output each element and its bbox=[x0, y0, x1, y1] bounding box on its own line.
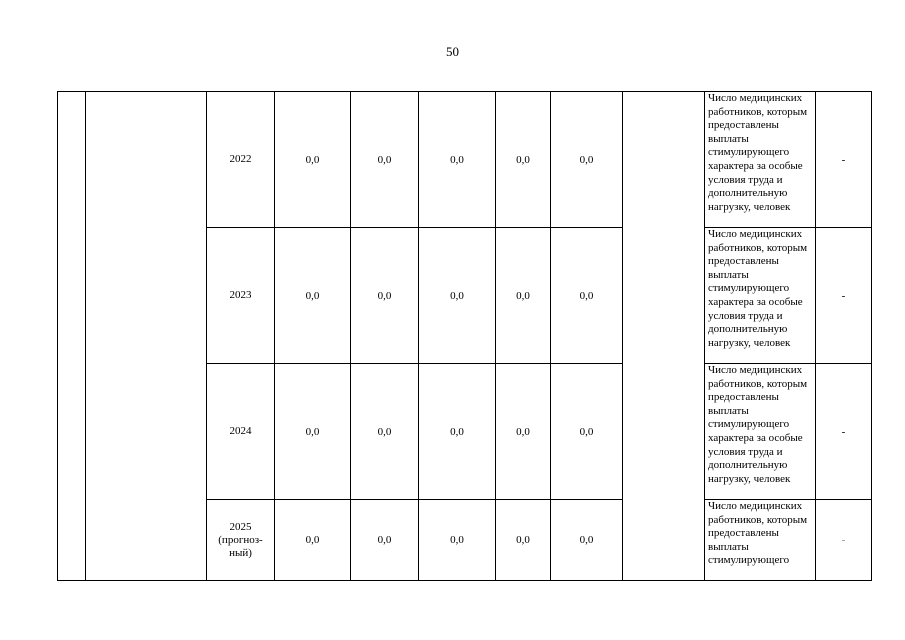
year-note: (прогноз-ный) bbox=[218, 533, 263, 559]
value-cell: 0,0 bbox=[419, 228, 496, 364]
year-cell: 2022 bbox=[207, 92, 275, 228]
year-cell: 2023 bbox=[207, 228, 275, 364]
value-cell: 0,0 bbox=[275, 228, 351, 364]
value-cell: 0,0 bbox=[351, 228, 419, 364]
indicator-cell bbox=[705, 92, 816, 228]
indicator-text: Число медицинских работников, которым предоставлены выплаты стимулирующего характера за особые условия труда и дополнительную нагрузку, человек bbox=[708, 228, 808, 349]
value-cell: 0,0 bbox=[551, 228, 623, 364]
value-cell: 0,0 bbox=[419, 364, 496, 500]
value-cell: 0,0 bbox=[419, 92, 496, 228]
value-cell: 0,0 bbox=[496, 364, 551, 500]
value-cell: 0,0 bbox=[496, 92, 551, 228]
value-cell: 0,0 bbox=[551, 500, 623, 581]
value-cell: 0,0 bbox=[419, 500, 496, 581]
table-row bbox=[58, 92, 872, 228]
number-cell bbox=[58, 92, 86, 581]
target-value-cell: - bbox=[816, 228, 872, 364]
page-number: 50 bbox=[446, 44, 459, 59]
year-cell bbox=[207, 500, 275, 581]
value-cell: 0,0 bbox=[551, 364, 623, 500]
target-value-cell: - bbox=[816, 500, 872, 581]
executor-cell bbox=[623, 92, 705, 581]
value-cell: 0,0 bbox=[551, 92, 623, 228]
value-cell: 0,0 bbox=[496, 500, 551, 581]
year-cell: 2024 bbox=[207, 364, 275, 500]
value-cell: 0,0 bbox=[275, 92, 351, 228]
value-cell: 0,0 bbox=[275, 500, 351, 581]
value-cell: 0,0 bbox=[351, 364, 419, 500]
value-cell: 0,0 bbox=[496, 228, 551, 364]
year-label: 2025 bbox=[229, 520, 252, 533]
indicator-cell bbox=[705, 228, 816, 364]
indicator-cell bbox=[705, 500, 816, 581]
value-cell: 0,0 bbox=[275, 364, 351, 500]
indicator-text: Число медицинских работников, которым предоставлены выплаты стимулирующего характера за особые условия труда и дополнительную нагрузку, человек bbox=[708, 364, 808, 485]
indicator-text: Число медицинских работников, которым предоставлены выплаты стимулирующего bbox=[708, 500, 808, 567]
target-value-cell: - bbox=[816, 92, 872, 228]
measure-name-cell bbox=[86, 92, 207, 581]
value-cell: 0,0 bbox=[351, 500, 419, 581]
value-cell: 0,0 bbox=[351, 92, 419, 228]
target-value-cell: - bbox=[816, 364, 872, 500]
indicator-text: Число медицинских работников, которым предоставлены выплаты стимулирующего характера за особые условия труда и дополнительную нагрузку, человек bbox=[708, 92, 808, 213]
program-table bbox=[57, 91, 872, 581]
indicator-cell bbox=[705, 364, 816, 500]
